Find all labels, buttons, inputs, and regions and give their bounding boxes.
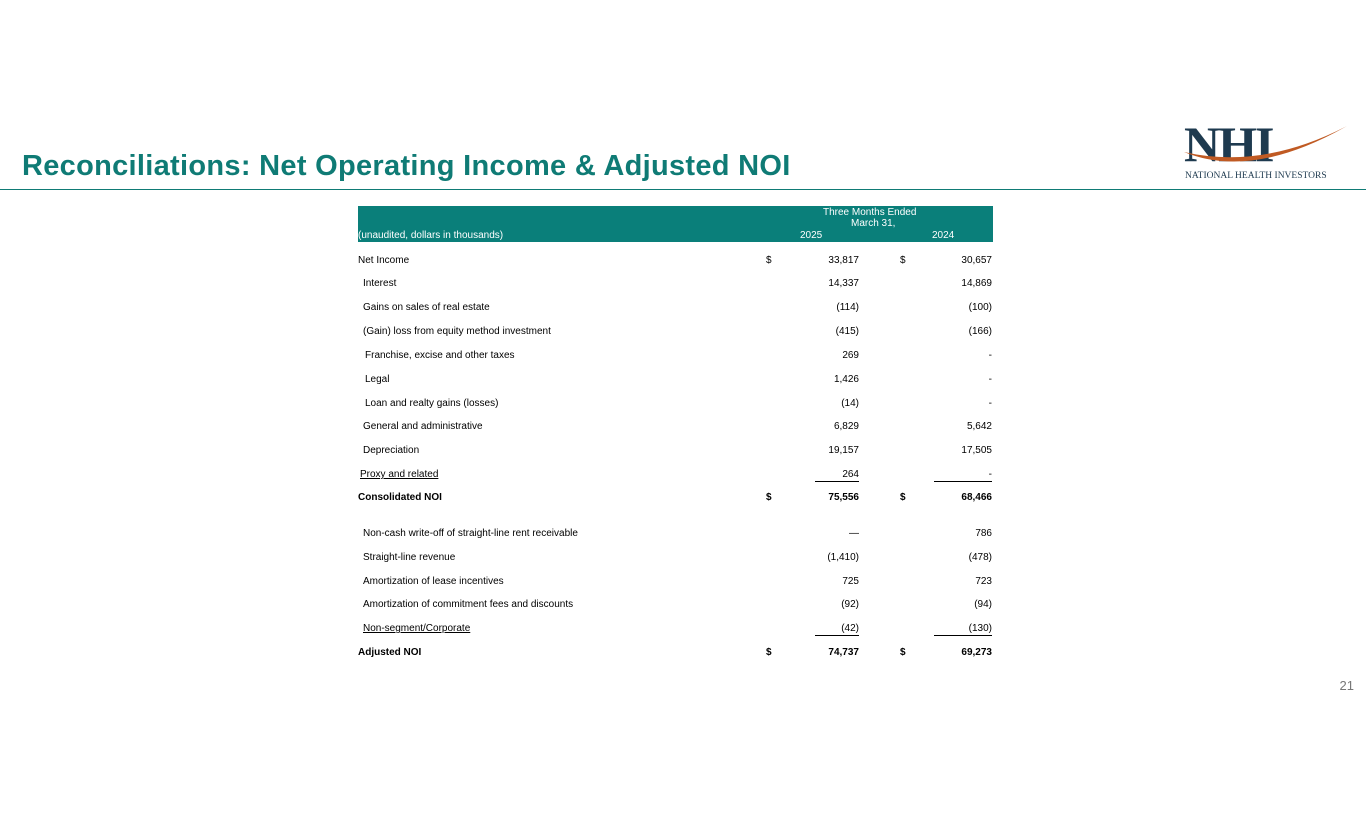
col-header-2025: 2025 xyxy=(800,230,823,241)
value-2025: 74,737 xyxy=(828,647,859,658)
value-2025: 75,556 xyxy=(828,492,859,503)
currency-2025: $ xyxy=(766,647,772,658)
page-number: 21 xyxy=(1339,678,1354,693)
table-row xyxy=(358,468,993,484)
title-divider xyxy=(0,189,1366,190)
table-row xyxy=(358,325,993,341)
value-2025: 19,157 xyxy=(828,445,859,456)
value-2024: 68,466 xyxy=(961,492,992,503)
currency-2024: $ xyxy=(900,492,906,503)
table-row xyxy=(358,622,993,638)
table-row xyxy=(358,444,993,460)
table-row xyxy=(358,349,993,365)
row-label: Gains on sales of real estate xyxy=(363,302,490,313)
table-row xyxy=(358,254,993,270)
table-row xyxy=(358,598,993,614)
row-label: Legal xyxy=(365,374,390,385)
value-2024: (130) xyxy=(934,622,992,636)
table-row xyxy=(358,397,993,413)
value-2024: (94) xyxy=(974,599,992,610)
value-2024: (100) xyxy=(968,302,992,313)
value-2025: (92) xyxy=(841,599,859,610)
table-row xyxy=(358,491,993,507)
value-2025: (415) xyxy=(835,326,859,337)
row-label: Consolidated NOI xyxy=(358,492,442,503)
row-label: Straight-line revenue xyxy=(363,552,456,563)
row-label: Non-cash write-off of straight-line rent receivable xyxy=(363,528,578,539)
table-row xyxy=(358,646,993,662)
unit-label: (unaudited, dollars in thousands) xyxy=(358,230,504,241)
value-2025: — xyxy=(849,528,859,539)
value-2025: 269 xyxy=(842,350,859,361)
value-2024: - xyxy=(988,350,992,361)
table-row xyxy=(358,551,993,567)
value-2025: 33,817 xyxy=(828,255,859,266)
logo-subtitle: NATIONAL HEALTH INVESTORS xyxy=(1185,171,1327,181)
logo-mark: NHI xyxy=(1184,116,1273,172)
row-label: Net Income xyxy=(358,255,410,266)
table-row xyxy=(358,527,993,543)
value-2025: 1,426 xyxy=(833,374,859,385)
period-line1: Three Months Ended xyxy=(823,207,917,218)
value-2024: 30,657 xyxy=(961,255,992,266)
table-row xyxy=(358,373,993,389)
row-label: Franchise, excise and other taxes xyxy=(365,350,515,361)
value-2024: 786 xyxy=(975,528,992,539)
table-row xyxy=(358,301,993,317)
value-2025: 6,829 xyxy=(833,421,859,432)
row-label: Interest xyxy=(363,278,397,289)
value-2024: 5,642 xyxy=(966,421,992,432)
row-label: Amortization of lease incentives xyxy=(363,576,504,587)
row-label: Amortization of commitment fees and discounts xyxy=(363,599,574,610)
value-2024: - xyxy=(934,468,992,482)
value-2025: 14,337 xyxy=(828,278,859,289)
value-2024: - xyxy=(988,374,992,385)
row-label: (Gain) loss from equity method investment xyxy=(363,326,551,337)
page-title: Reconciliations: Net Operating Income & Adjusted NOI xyxy=(22,150,791,182)
col-header-2024: 2024 xyxy=(932,230,955,241)
value-2025: (42) xyxy=(815,622,859,636)
logo-swoosh-icon xyxy=(1182,116,1352,172)
value-2025: (1,410) xyxy=(827,552,859,563)
row-label: Proxy and related xyxy=(360,469,439,480)
value-2024: (166) xyxy=(968,326,992,337)
period-line2: March 31, xyxy=(851,218,896,229)
currency-2024: $ xyxy=(900,255,906,266)
row-label: Adjusted NOI xyxy=(358,647,422,658)
currency-2025: $ xyxy=(766,492,772,503)
value-2025: (14) xyxy=(841,398,859,409)
table-row xyxy=(358,420,993,436)
value-2025: (114) xyxy=(836,302,859,313)
currency-2025: $ xyxy=(766,255,772,266)
value-2024: 69,273 xyxy=(961,647,992,658)
value-2024: 723 xyxy=(975,576,992,587)
table-row xyxy=(358,277,993,293)
row-label: Loan and realty gains (losses) xyxy=(365,398,499,409)
value-2024: 14,869 xyxy=(961,278,992,289)
nhi-logo xyxy=(1182,116,1352,184)
row-label: Non-segment/Corporate xyxy=(363,623,471,634)
value-2025: 264 xyxy=(815,468,859,482)
value-2024: 17,505 xyxy=(961,445,992,456)
row-label: Depreciation xyxy=(363,445,420,456)
row-label: General and administrative xyxy=(363,421,483,432)
table-header xyxy=(358,206,993,242)
currency-2024: $ xyxy=(900,647,906,658)
value-2025: 725 xyxy=(842,576,859,587)
value-2024: (478) xyxy=(968,552,992,563)
value-2024: - xyxy=(988,398,992,409)
table-row xyxy=(358,575,993,591)
